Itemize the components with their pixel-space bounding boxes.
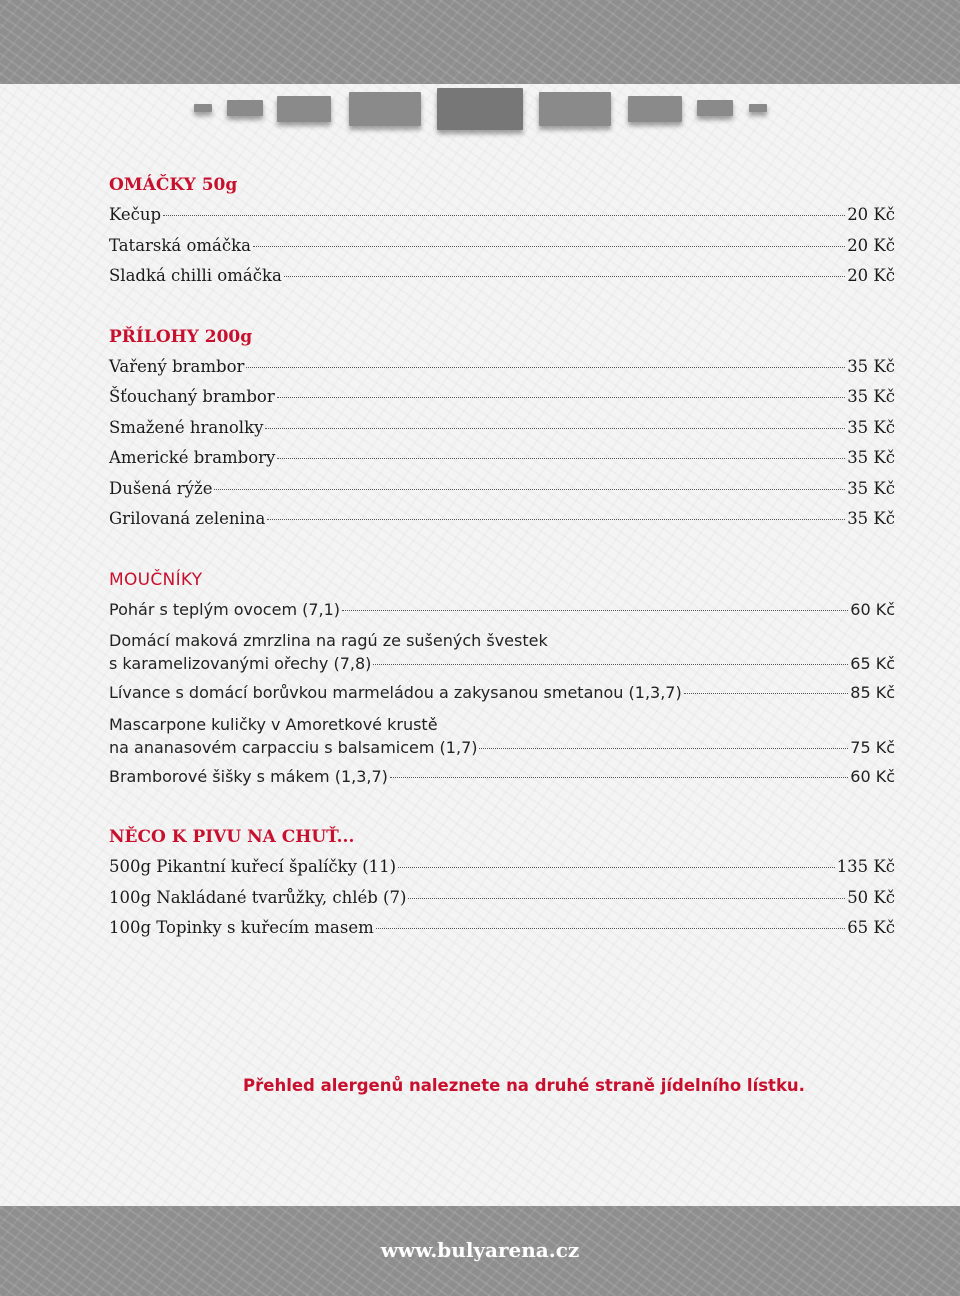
dot-leader <box>214 488 845 490</box>
header-band <box>0 0 960 84</box>
menu-item <box>109 504 895 535</box>
item-price: 20 Kč <box>847 235 895 255</box>
item-price: 35 Kč <box>847 478 895 498</box>
item-name: Pohár s teplým ovocem (7,1) <box>109 599 341 619</box>
dot-leader <box>408 897 845 899</box>
item-price: 135 Kč <box>836 857 895 876</box>
menu-item <box>109 852 895 883</box>
item-name: Bramborové šišky s mákem (1,3,7) <box>109 766 388 786</box>
menu-item-multiline <box>109 714 895 760</box>
section-heading: PŘÍLOHY 200g <box>109 326 253 347</box>
dot-leader <box>479 747 848 749</box>
menu-item <box>109 736 895 760</box>
item-price: 35 Kč <box>847 509 895 528</box>
header-tab <box>437 88 523 130</box>
item-price: 65 Kč <box>847 918 895 937</box>
header-tab <box>277 96 331 122</box>
section-heading: NĚCO K PIVU NA CHUŤ... <box>109 827 355 847</box>
item-price: 85 Kč <box>850 683 895 702</box>
menu-item <box>109 413 895 444</box>
header-tab <box>628 96 682 122</box>
menu-item <box>109 913 895 944</box>
menu-item <box>109 231 895 262</box>
dot-leader <box>284 275 845 277</box>
menu-item <box>109 200 895 231</box>
menu-item <box>109 443 895 474</box>
item-price: 20 Kč <box>847 205 895 224</box>
section-heading: MOUČNÍKY <box>109 569 203 590</box>
item-price: 50 Kč <box>847 887 895 907</box>
item-price: 35 Kč <box>847 356 895 376</box>
menu-item <box>109 652 895 676</box>
item-name: Sladká chilli omáčka <box>109 266 282 285</box>
section-moucniky <box>109 565 895 793</box>
item-price: 20 Kč <box>847 266 895 285</box>
dot-leader <box>246 366 845 368</box>
item-name: 100g Nakládané tvarůžky, chléb (7) <box>109 887 407 907</box>
section-prilohy <box>109 322 895 535</box>
item-name: s karamelizovanými ořechy (7,8) <box>109 654 372 673</box>
dot-leader <box>163 214 845 216</box>
allergen-note: Přehled alergenů naleznete na druhé straně jídelního lístku. <box>243 1076 805 1095</box>
item-name-line1: Domácí maková zmrzlina na ragú ze sušených švestek <box>109 631 548 650</box>
section-omacky <box>109 170 895 292</box>
section-heading: OMÁČKY 50g <box>109 175 238 195</box>
menu-item <box>109 883 895 914</box>
item-price: 65 Kč <box>850 654 895 673</box>
item-name: 500g Pikantní kuřecí špalíčky (11) <box>109 857 397 876</box>
website-link[interactable]: www.bulyarena.cz <box>380 1238 580 1262</box>
item-name: Smažené hranolky <box>109 417 264 437</box>
menu-item <box>109 382 895 413</box>
header-tab <box>539 92 611 126</box>
item-price: 75 Kč <box>850 737 895 757</box>
dot-leader <box>253 245 845 247</box>
menu-item-multiline <box>109 630 895 676</box>
dot-leader <box>277 396 845 398</box>
dot-leader <box>398 866 835 868</box>
item-name-line1: Mascarpone kuličky v Amoretkové krustě <box>109 714 438 734</box>
header-tab <box>749 104 767 112</box>
item-price: 60 Kč <box>850 766 895 786</box>
dot-leader <box>277 457 845 459</box>
dot-leader <box>684 692 849 694</box>
item-name: Šťouchaný brambor <box>109 387 275 406</box>
dot-leader <box>342 609 848 611</box>
item-price: 35 Kč <box>847 417 895 437</box>
menu-item <box>109 678 895 709</box>
menu-item <box>109 474 895 505</box>
dot-leader <box>373 663 848 665</box>
item-price: 35 Kč <box>847 448 895 467</box>
item-name: Vařený brambor <box>109 356 245 376</box>
menu-list <box>109 170 895 944</box>
header-tab <box>194 104 212 112</box>
dot-leader <box>376 927 845 929</box>
header-tab <box>349 92 421 126</box>
header-tab <box>227 100 263 116</box>
dot-leader <box>390 776 848 778</box>
item-name: 100g Topinky s kuřecím masem <box>109 918 374 937</box>
item-name: Dušená rýže <box>109 478 213 498</box>
dot-leader <box>265 427 845 429</box>
item-price: 60 Kč <box>850 599 895 619</box>
item-name: Lívance s domácí borůvkou marmeládou a zakysanou smetanou (1,3,7) <box>109 683 682 702</box>
item-name: na ananasovém carpacciu s balsamicem (1,7) <box>109 737 478 757</box>
item-name: Kečup <box>109 205 162 224</box>
menu-item <box>109 595 895 626</box>
menu-item <box>109 762 895 793</box>
item-price: 35 Kč <box>847 387 895 406</box>
menu-item <box>109 352 895 383</box>
item-name: Tatarská omáčka <box>109 235 251 255</box>
item-name: Grilovaná zelenina <box>109 509 266 528</box>
header-tab <box>697 100 733 116</box>
menu-item <box>109 261 895 292</box>
dot-leader <box>267 518 845 520</box>
item-name: Americké brambory <box>109 448 276 467</box>
section-pivo <box>109 822 895 944</box>
